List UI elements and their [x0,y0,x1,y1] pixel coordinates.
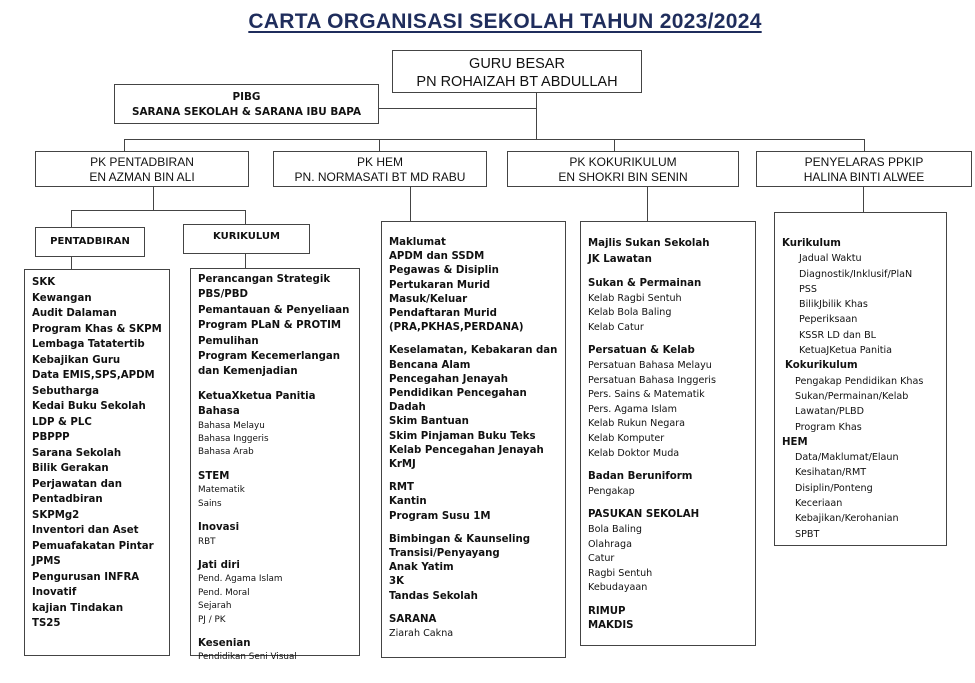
connector [410,186,411,221]
sarana-title: SARANA [389,613,437,625]
list-item: Bahasa Melayu [198,420,265,431]
list-item: Ziarah Cakna [389,628,454,640]
list-item: Pengakap [588,485,635,497]
list-item: Persatuan Bahasa Inggeris [588,374,716,386]
list-item: Lawatan/PLBD [795,406,865,418]
unit-label: KURIKULUM [213,231,280,242]
list-item: Pemulihan [198,335,259,347]
kurikulum-list [190,268,360,663]
list-item: Matematik [198,485,245,496]
list-item: KetuaJKetua Panitia [799,345,893,357]
list-item: Pend. Moral [198,587,250,598]
list-item: Pentadbiran [32,494,103,505]
list-item: KSSR LD dan BL [799,329,876,341]
connector [124,139,125,151]
list-item: Program PLaN & PROTIM [198,320,342,332]
list-item: Data/Maklumat/Elaun [795,452,899,464]
pentadbiran-list [24,269,170,656]
stem-title: STEM [198,470,230,482]
connector [614,139,615,151]
list-item: Inovatif [32,587,77,598]
ppkip-koku-title: Kokurikulum [785,360,858,372]
connector [245,254,246,268]
list-item: Keselamatan, Kebakaran dan [389,345,558,357]
list-item: Bilik Gerakan [32,463,109,474]
list-item: Pers. Agama Islam [588,403,677,415]
list-item: Skim Bantuan [389,416,469,428]
list-item: BilikJbilik Khas [799,299,868,311]
list-item: Pendaftaran Murid [389,308,497,320]
list-item: Kesihatan/RMT [795,467,867,479]
list-item: KrMJ [389,459,416,471]
list-item: JPMS [32,556,61,567]
list-item: Perjawatan dan [32,478,123,490]
deputy-role: PK HEM [356,155,403,169]
list-item: Bahasa Arab [198,447,254,458]
list-item: Diagnostik/Inklusif/PlaN [799,268,913,280]
list-item: Pemantauan & Penyeliaan [198,304,350,316]
list-item: Lembaga Tatatertib [32,339,145,350]
list-item: Kelab Bola Baling [588,307,672,319]
list-item: RBT [198,536,216,547]
list-item: SKK [32,277,56,288]
list-item: Kebajikan Guru [32,354,121,366]
list-item: Kedai Buku Sekolah [32,401,146,412]
deputy-name: EN SHOKRI BIN SENIN [558,169,688,184]
connector [378,108,536,109]
uniform-title: Badan Beruniform [588,471,693,483]
list-item: Disiplin/Ponteng [795,482,873,494]
persatuan-title: Persatuan & Kelab [588,345,695,357]
list-item: LDP & PLC [32,416,92,428]
list-item: kajian Tindakan [32,602,124,614]
list-item: Majlis Sukan Sekolah [588,238,710,249]
kesenian-title: Kesenian [198,637,251,649]
bahasa-title: Bahasa [198,406,240,418]
deputy-role: PENYELARAS PPKIP [804,155,924,169]
list-item: Inventori dan Aset [32,525,139,536]
list-item: Bimbingan & Kaunseling [389,533,531,545]
connector [536,92,537,139]
deputy-name: HALINA BINTI ALWEE [803,169,925,184]
unit-pentadbiran [35,227,145,257]
chart-title: CARTA ORGANISASI SEKOLAH TAHUN 2023/2024 [248,10,762,33]
list-item: dan Kemenjadian [198,366,298,378]
list-item: Sebutharga [32,385,99,397]
list-item: TS25 [32,618,61,629]
list-item: Kelab Catur [588,321,644,333]
panitia-title: KetuaXketua Panitia [198,390,316,402]
list-item: Program Khas & SKPM [32,323,162,335]
list-item: Pers. Sains & Matematik [588,389,705,401]
list-item: SKPMg2 [32,509,80,521]
list-item: Kelab Ragbi Sentuh [588,292,682,304]
deputy-name: PN. NORMASATI BT MD RABU [294,169,466,184]
list-item: Dadah [389,402,426,414]
list-item: Jadual Waktu [799,253,862,265]
deputy-name: EN AZMAN BIN ALI [89,169,195,184]
connector [153,186,154,210]
list-item: PJ / PK [198,614,226,625]
list-item: Sarana Sekolah [32,447,122,459]
list-item: Pertukaran Murid [389,279,491,291]
list-item: Ragbi Sentuh [588,567,653,579]
jatidiri-title: Jati diri [198,559,240,571]
list-item: Pendidikan Seni Visual [198,652,297,663]
list-item: 3K [389,576,404,588]
deputy-box-ppkip [756,151,972,187]
list-item: RIMUP [588,605,626,617]
ppkip-kurikulum-title: Kurikulum [782,238,841,249]
list-item: Program Susu 1M [389,510,491,522]
list-item: Anak Yatim [389,562,454,574]
list-item: Maklumat [389,237,446,248]
list-item: Pendidikan Pencegahan [389,388,527,400]
hem-list [381,221,566,658]
connector [647,186,648,221]
list-item: Pend. Agama Islam [198,574,283,585]
sukan-title: Sukan & Permainan [588,278,702,289]
deputy-box-pentadbiran [35,151,249,187]
deputy-box-kokurikulum [507,151,739,187]
list-item: Skim Pinjaman Buku Teks [389,430,536,442]
list-item: Audit Dalaman [32,308,117,319]
list-item: Kelab Komputer [588,432,665,444]
list-item: Bahasa Inggeris [198,434,269,445]
connector [71,210,72,227]
list-item: MAKDIS [588,620,634,632]
unit-label: PENTADBIRAN [50,236,130,247]
kokurikulum-list [580,221,756,646]
principal-role: GURU BESAR [469,56,565,72]
pibg-box [114,84,379,124]
list-item: PBS/PBD [198,289,248,301]
list-item: Bencana Alam [389,359,471,371]
list-item: (PRA,PKHAS,PERDANA) [389,322,524,334]
list-item: PSS [799,283,817,295]
connector [124,139,864,140]
list-item: Sukan/Permainan/Kelab [795,390,909,402]
list-item: Data EMIS,SPS,APDM [32,370,155,381]
list-item: Pengakap Pendidikan Khas [795,375,924,387]
list-item: Pengurusan INFRA [32,571,140,583]
pibg-name: SARANA SEKOLAH & SARANA IBU BAPA [131,106,361,118]
list-item: Pemuafakatan Pintar [32,540,154,552]
list-item: SPBT [795,528,820,540]
list-item: Kebudayaan [588,582,648,594]
list-item: Perancangan Strategik [198,274,331,285]
list-item: Kewangan [32,292,92,304]
list-item: JK Lawatan [588,254,652,265]
list-item: Transisi/Penyayang [389,548,500,560]
list-item: Kelab Doktor Muda [588,447,680,459]
connector [245,210,246,224]
connector [864,139,865,151]
principal-box [392,50,642,93]
ppkip-list [774,212,947,546]
list-item: Kelab Rukun Negara [588,418,686,430]
list-item: Catur [588,553,615,565]
list-item: PBPPP [32,432,70,443]
pibg-role: PIBG [232,91,261,103]
unit-kurikulum [183,224,310,254]
principal-name: PN ROHAIZAH BT ABDULLAH [416,74,618,90]
connector [863,186,864,212]
list-item: Kebajikan/Kerohanian [795,513,899,525]
list-item: Olahraga [588,538,632,550]
connector [379,139,380,151]
ppkip-hem-title: HEM [782,436,808,448]
list-item: Pegawas & Disiplin [389,265,499,277]
list-item: Pencegahan Jenayah [389,373,508,385]
list-item: RMT [389,482,414,494]
deputy-role: PK PENTADBIRAN [90,155,194,169]
list-item: Sains [198,498,222,509]
list-item: Kelab Pencegahan Jenayah [389,444,544,456]
list-item: Kantin [389,496,427,508]
list-item: Bola Baling [588,523,643,535]
list-item: Masuk/Keluar [389,293,468,305]
list-item: Keceriaan [795,498,843,510]
list-item: Persatuan Bahasa Melayu [588,359,712,371]
connector [71,257,72,269]
connector [71,210,245,211]
list-item: Peperiksaan [799,314,858,326]
list-item: APDM dan SSDM [389,251,485,263]
deputy-box-hem [273,151,487,187]
list-item: Tandas Sekolah [389,590,478,602]
deputy-role: PK KOKURIKULUM [569,155,677,169]
inovasi-title: Inovasi [198,522,240,534]
list-item: Sejarah [198,601,232,612]
list-item: Program Khas [795,421,862,433]
list-item: Program Kecemerlangan [198,351,341,363]
pasukan-title: PASUKAN SEKOLAH [588,509,700,521]
